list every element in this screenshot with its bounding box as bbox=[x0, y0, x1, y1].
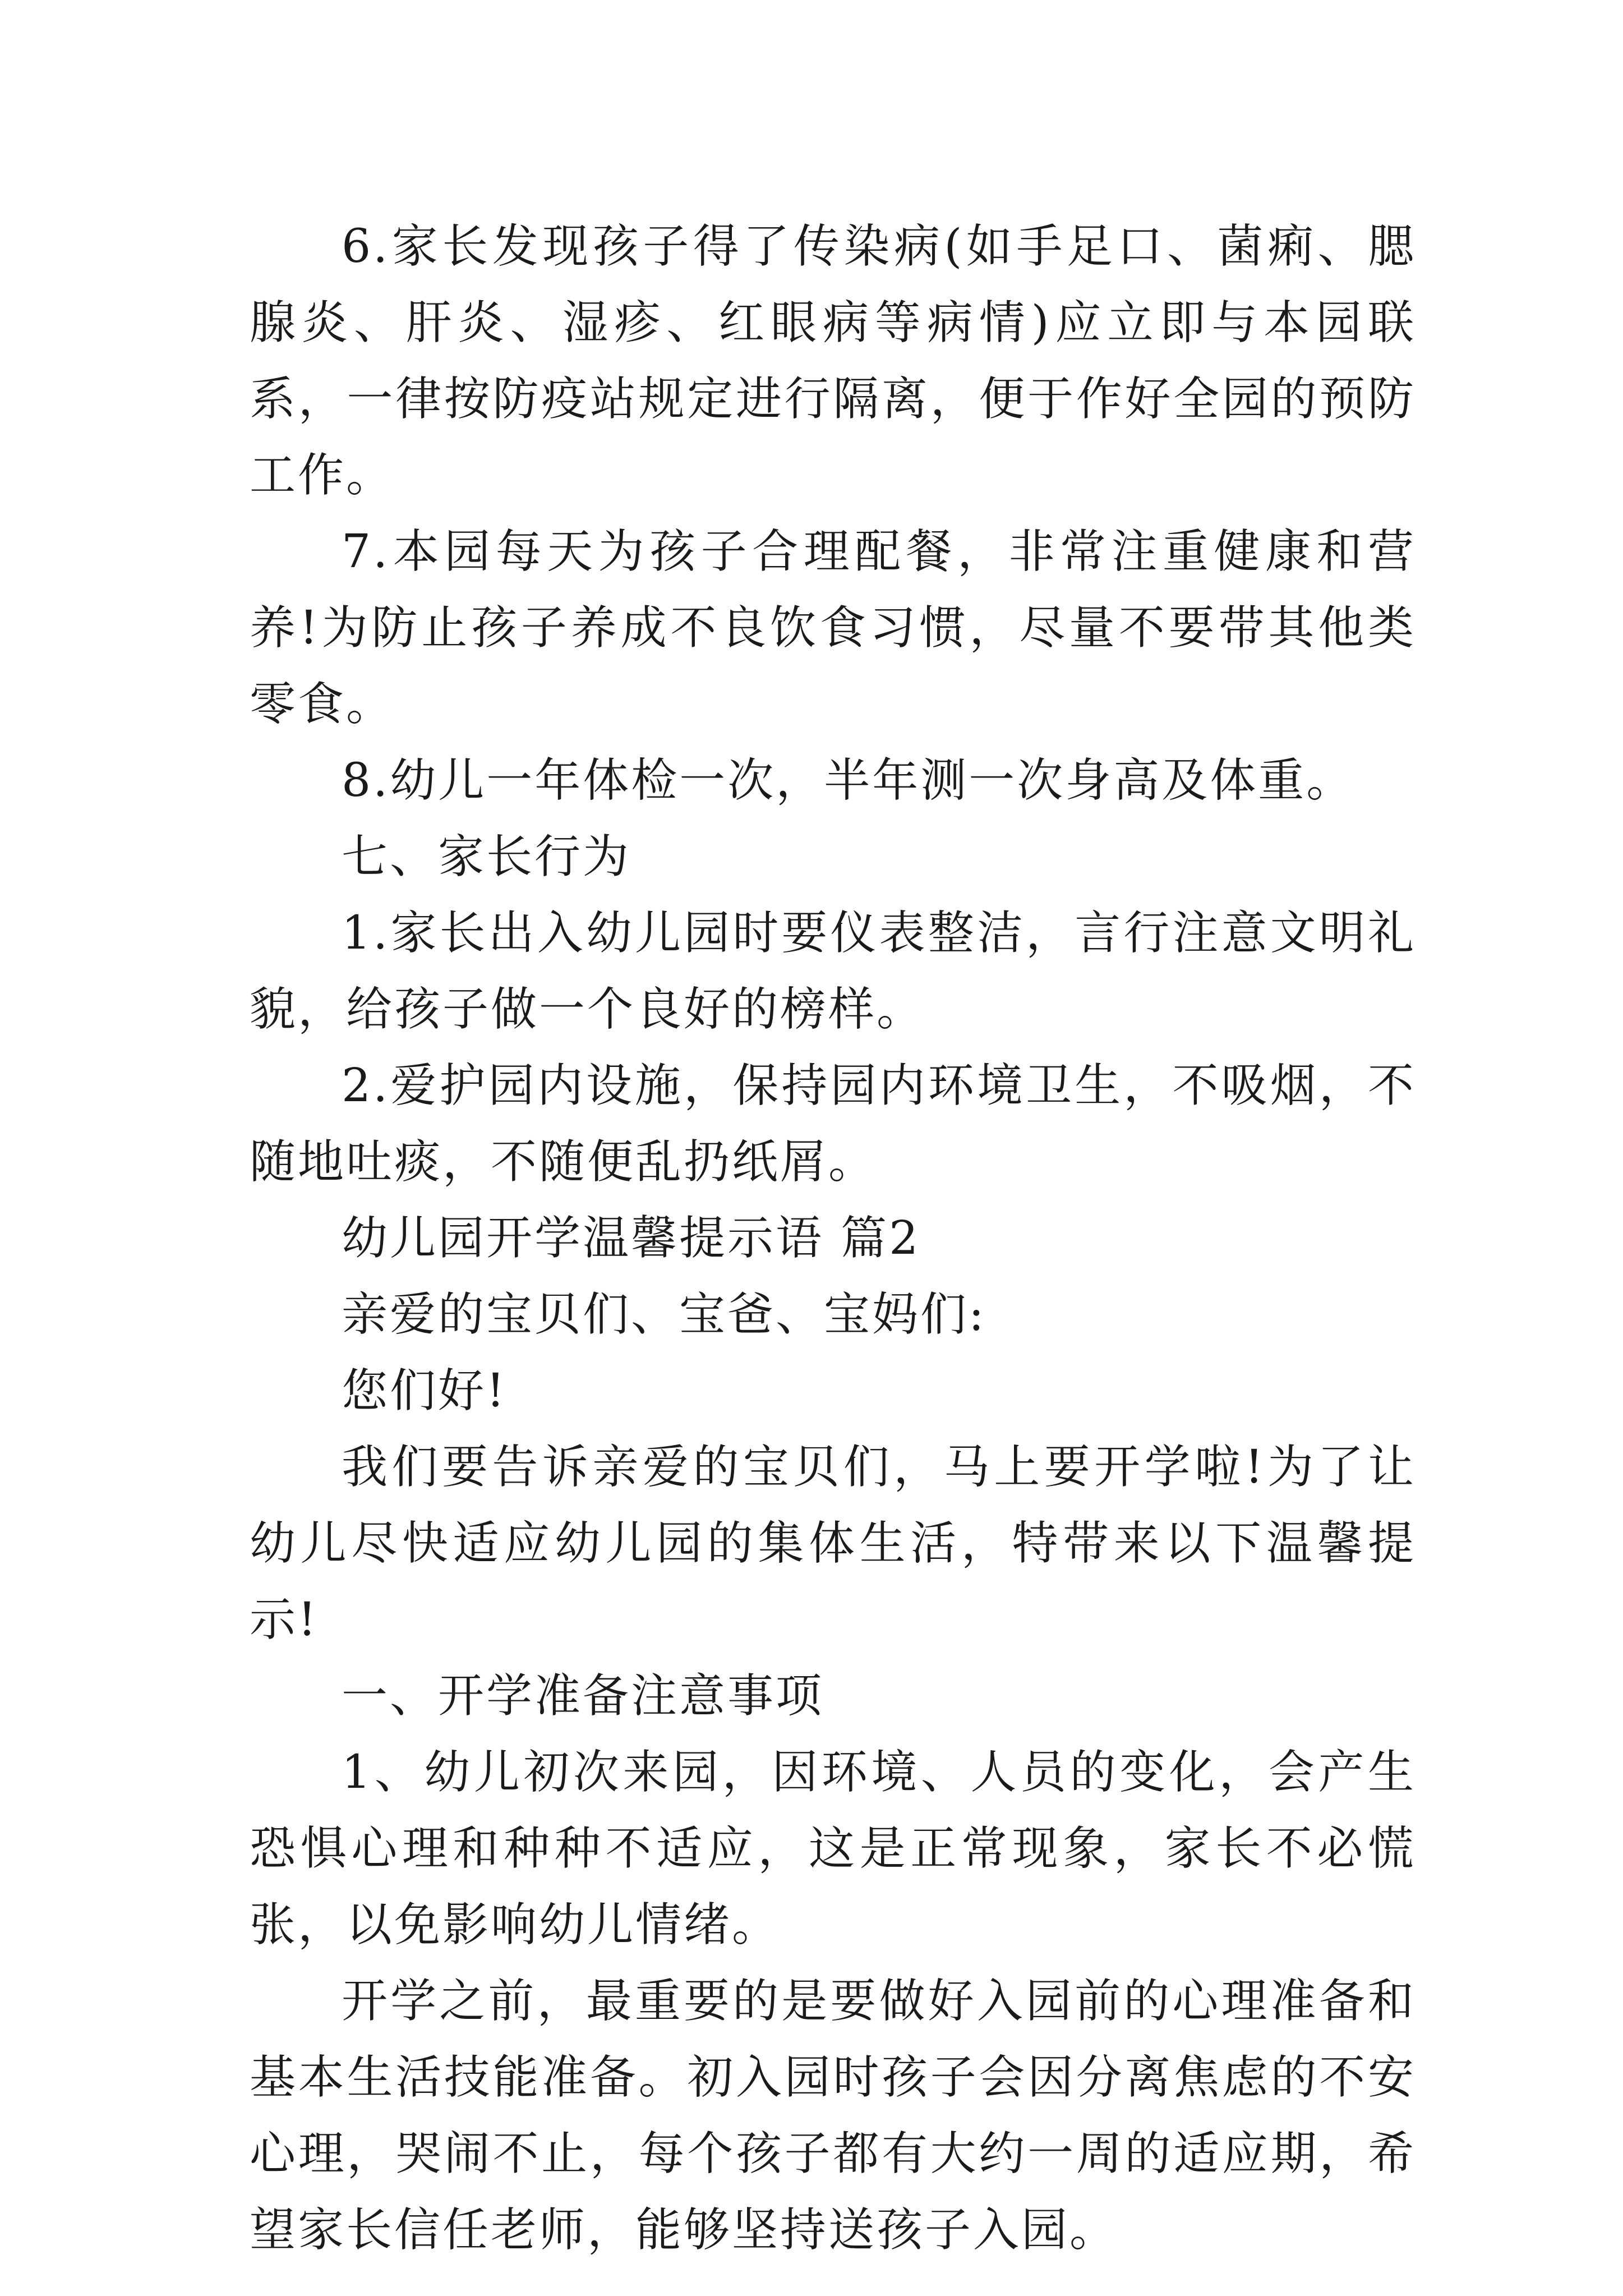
paragraph-health-checkup: 8.幼儿一年体检一次，半年测一次身高及体重。 bbox=[342, 754, 1355, 807]
section-heading-parent-behavior: 七、家长行为 bbox=[342, 830, 631, 884]
paragraph-parent-appearance: 1.家长出入幼儿园时要仪表整洁，言行注意文明礼貌，给孩子做一个良好的榜样。 bbox=[250, 907, 1416, 1036]
salutation: 亲爱的宝贝们、宝爸、宝妈们: bbox=[342, 1288, 986, 1341]
paragraph-preparation-1: 1、幼儿初次来园，因环境、人员的变化，会产生恐惧心理和种种不适应，这是正常现象，家长不必慌张，以免影响幼儿情绪。 bbox=[250, 1746, 1416, 1952]
section-heading-preparation: 一、开学准备注意事项 bbox=[342, 1669, 824, 1723]
article-title-part-2: 幼儿园开学温馨提示语 篇2 bbox=[342, 1212, 921, 1265]
document-body bbox=[250, 209, 1416, 2269]
paragraph-before-school: 开学之前，最重要的是要做好入园前的心理准备和基本生活技能准备。初入园时孩子会因分离焦虑的不安心理，哭闹不止，每个孩子都有大约一周的适应期，希望家长信任老师，能够坚持送孩子入园。 bbox=[250, 1975, 1416, 2257]
paragraph-intro: 我们要告诉亲爱的宝贝们，马上要开学啦!为了让幼儿尽快适应幼儿园的集体生活，特带来以下温馨提示! bbox=[250, 1441, 1416, 1646]
paragraph-health-infectious-disease: 6.家长发现孩子得了传染病(如手足口、菌痢、腮腺炎、肝炎、湿疹、红眼病等病情)应立即与本园联系，一律按防疫站规定进行隔离，便于作好全园的预防工作。 bbox=[250, 220, 1416, 502]
paragraph-health-meals: 7.本园每天为孩子合理配餐，非常注重健康和营养!为防止孩子养成不良饮食习惯，尽量不要带其他类零食。 bbox=[250, 525, 1416, 731]
greeting: 您们好! bbox=[342, 1364, 507, 1418]
paragraph-parent-environment: 2.爱护园内设施，保持园内环境卫生，不吸烟，不随地吐痰，不随便乱扔纸屑。 bbox=[250, 1059, 1416, 1189]
